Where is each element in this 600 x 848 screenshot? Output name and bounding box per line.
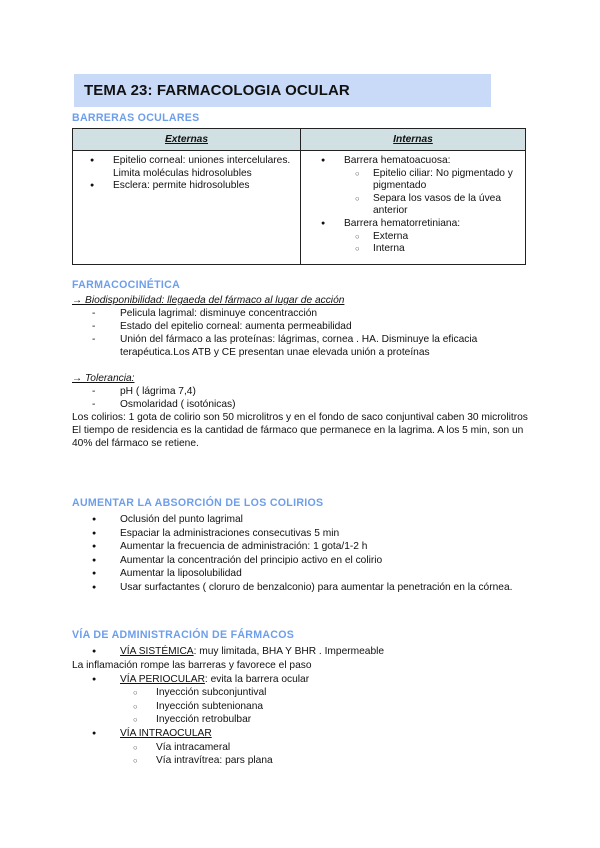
list-subitem: ○ Vía intracameral: [72, 741, 532, 755]
heading-via-administracion: VÍA DE ADMINISTRACIÓN DE FÁRMACOS: [72, 629, 295, 641]
farmacocinetica-section: [72, 294, 532, 450]
list-item: ● Aumentar la liposolubilidad: [72, 567, 532, 581]
paragraph-inflamacion: La inflamación rompe las barreras y favorece el paso: [72, 659, 312, 671]
header-externas: Externas: [73, 129, 301, 151]
text-sistemica: : muy limitada, BHA Y BHR . Impermeable: [193, 646, 385, 657]
list-item: ● Barrera hematorretiniana:: [301, 218, 525, 231]
dash-item: - Pelicula lagrimal: disminuye concentracción: [72, 307, 532, 320]
list-item: ● Barrera hematoacuosa:: [301, 155, 525, 168]
subheading-biodisponibilidad: → Biodisponibilidad: llegaeda del fármaco al lugar de acción: [72, 295, 345, 306]
label-periocular: VÍA PERIOCULAR: [120, 673, 205, 685]
dash-item: - Osmolaridad ( isotónicas): [72, 398, 532, 411]
list-subitem: ○ Externa: [301, 231, 525, 244]
list-item: ● Oclusión del punto lagrimal: [72, 513, 532, 527]
list-item-intraocular: [72, 727, 532, 741]
list-item: ● Esclera: permite hidrosolubles: [73, 180, 300, 193]
list-item: ● Espaciar la administraciones consecutivas 5 min: [72, 527, 532, 541]
dash-item: - Estado del epitelio corneal: aumenta permeabilidad: [72, 320, 532, 333]
list-item: ● Aumentar la frecuencia de administración: 1 gota/1-2 h: [72, 540, 532, 554]
dash-item: - pH ( lágrima 7,4): [72, 385, 532, 398]
header-internas: Internas: [301, 129, 526, 151]
subheading-tolerancia: → Tolerancia:: [72, 373, 135, 384]
paragraph-colirios: Los colirios: 1 gota de colirio son 50 microlitros y en el fondo de saco conjuntival caben 30 microlitros: [72, 412, 528, 423]
title-banner: [74, 74, 491, 107]
paragraph-residencia: El tiempo de residencia es la cantidad de fármaco que permanece en la lagrima. A los 5 min, son un 40% del fármaco se retiene.: [72, 425, 524, 449]
dash-item: - Unión del fármaco a las proteínas: lágrimas, cornea . HA. Disminuye la eficacia terapéutica.Los ATB y CE presentan unae elevada unión a proteínas: [72, 333, 532, 359]
via-section: [72, 645, 532, 768]
barreras-table: [72, 128, 526, 265]
page-title: TEMA 23: FARMACOLOGIA OCULAR: [84, 82, 350, 99]
list-subitem: ○ Interna: [301, 243, 525, 256]
cell-internas: [301, 151, 526, 265]
list-item: ● Usar surfactantes ( cloruro de benzalconio) para aumentar la penetración en la córnea.: [72, 581, 532, 595]
label-intraocular: VÍA INTRAOCULAR: [120, 727, 212, 739]
heading-farmacocinetica: FARMACOCINÉTICA: [72, 279, 181, 291]
list-item: ● Epitelio corneal: uniones intercelulares. Limita moléculas hidrosolubles: [73, 155, 300, 180]
heading-barreras: BARRERAS OCULARES: [72, 112, 200, 124]
list-item-sistemica: [72, 645, 532, 659]
list-item: ● Aumentar la concentración del principio activo en el colirio: [72, 554, 532, 568]
list-subitem: ○ Inyección subtenionana: [72, 700, 532, 714]
list-subitem: ○ Inyección subconjuntival: [72, 686, 532, 700]
cell-externas: [73, 151, 301, 265]
list-subitem: ○ Inyección retrobulbar: [72, 713, 532, 727]
text-periocular: : evita la barrera ocular: [204, 673, 310, 685]
label-sistemica: VÍA SISTÉMICA: [120, 646, 194, 657]
heading-absorcion: AUMENTAR LA ABSORCIÓN DE LOS COLIRIOS: [72, 497, 324, 509]
absorcion-section: [72, 513, 532, 595]
list-item-periocular: [72, 673, 532, 687]
list-subitem: ○ Vía intravítrea: pars plana: [72, 754, 532, 768]
list-subitem: ○ Epitelio ciliar: No pigmentado y pigmentado: [301, 168, 525, 193]
list-subitem: ○ Separa los vasos de la úvea anterior: [301, 193, 525, 218]
